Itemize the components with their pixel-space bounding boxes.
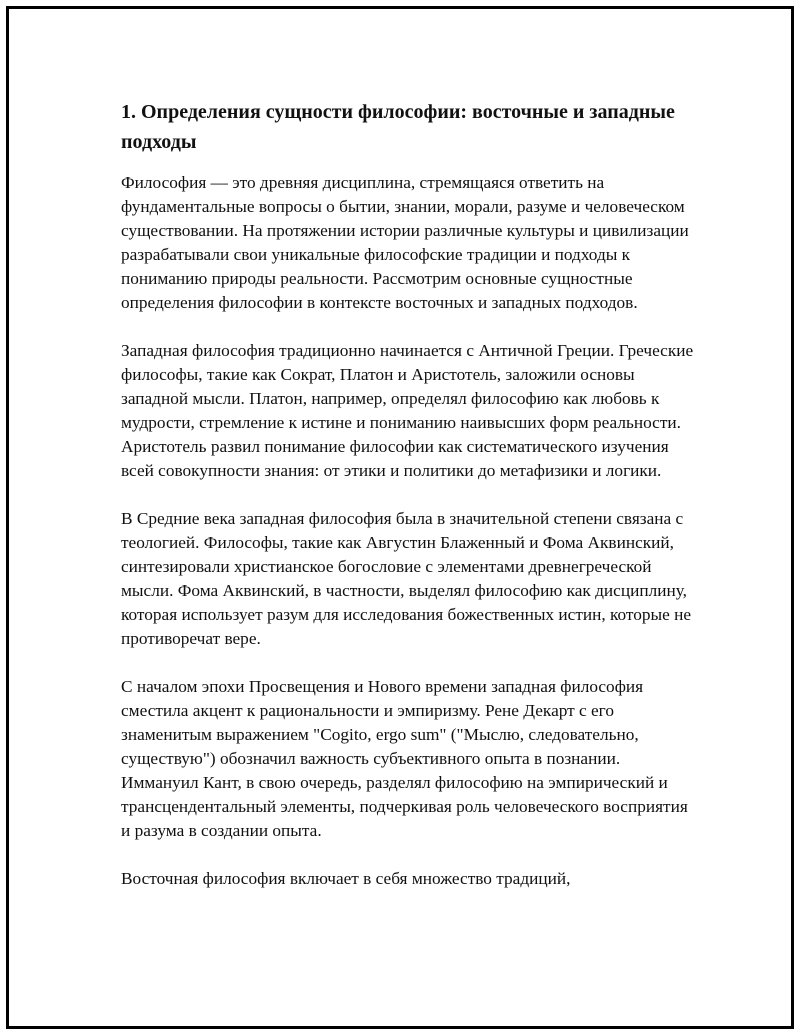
- paragraph-ancient-greece: Западная философия традиционно начинается с Античной Греции. Греческие философы, такие как Сократ, Платон и Аристотель, заложили основы западной мысли. Платон, например, определял философию как любовь к мудрости, стремление к истине и пониманию наивысших форм реальности. Аристотель развил понимание философии как систематического изучения всей совокупности знания: от этики и политики до метафизики и логики.: [121, 341, 694, 480]
- section-heading: 1. Определения сущности философии: восточные и западные подходы: [121, 101, 675, 153]
- paragraph-enlightenment: С началом эпохи Просвещения и Нового времени западная философия сместила акцент к рациональности и эмпиризму. Рене Декарт с его знаменитым выражением "Cogito, ergo sum" ("Мыслю, следовательно, существую") обозначил важность субъективного опыта в познании. Иммануил Кант, в свою очередь, разделял философию на эмпирический и трансцендентальный элементы, подчеркивая роль человеческого восприятия и разума в создании опыта.: [121, 677, 688, 840]
- document-body: [121, 97, 697, 915]
- paragraph-intro: Философия — это древняя дисциплина, стремящаяся ответить на фундаментальные вопросы о бытии, знании, морали, разуме и человеческом существовании. На протяжении истории различные культуры и цивилизации разрабатывали свои уникальные философские традиции и подходы к пониманию природы реальности. Рассмотрим основные сущностные определения философии в контексте восточных и западных подходов.: [121, 173, 689, 312]
- page-frame: [6, 6, 794, 1029]
- paragraph-middle-ages: В Средние века западная философия была в значительной степени связана с теологией. Философы, такие как Августин Блаженный и Фома Аквинский, синтезировали христианское богословие с элементами древнегреческой мысли. Фома Аквинский, в частности, выделял философию как дисциплину, которая использует разум для исследования божественных истин, которые не противоречат вере.: [121, 509, 692, 648]
- paragraph-eastern: Восточная философия включает в себя множество традиций,: [121, 869, 571, 888]
